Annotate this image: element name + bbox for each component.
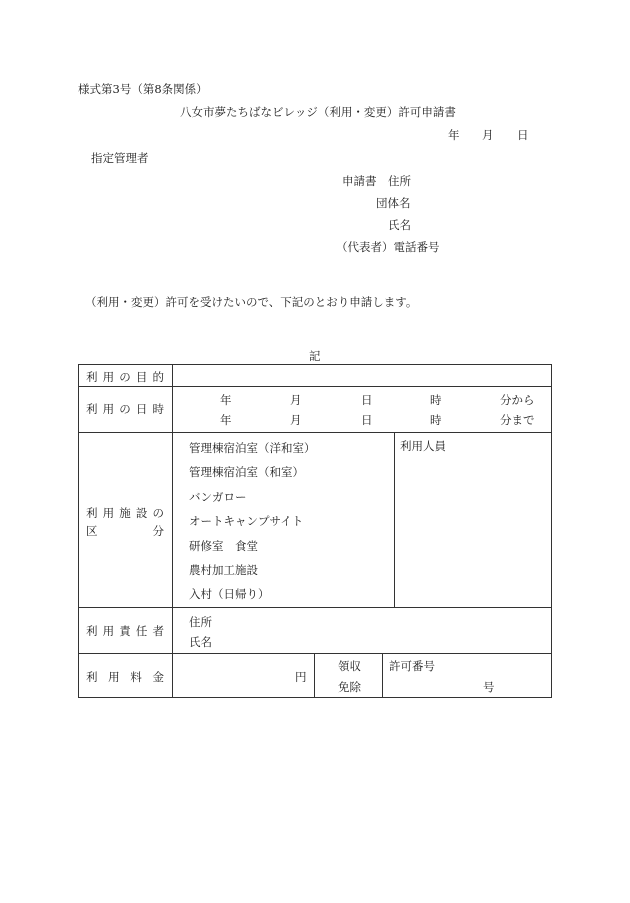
fee-divider bbox=[382, 653, 383, 698]
ki-heading: 記 bbox=[309, 349, 321, 363]
from-month: 月 bbox=[290, 393, 302, 407]
applicant-phone-label: （代表者）電話番号 bbox=[336, 240, 440, 254]
fee-divider bbox=[314, 653, 315, 698]
facility-item: 管理棟宿泊室（洋和室） bbox=[189, 441, 316, 455]
from-year: 年 bbox=[220, 393, 232, 407]
table-border-top bbox=[78, 364, 552, 365]
row-divider bbox=[78, 386, 552, 387]
exempt-option: 免除 bbox=[338, 680, 361, 694]
table-border-right bbox=[551, 364, 552, 698]
label-column-divider bbox=[172, 364, 173, 698]
facility-item: オートキャンプサイト bbox=[189, 514, 304, 528]
purpose-label: 利 用 の 目 的 bbox=[86, 370, 164, 384]
responsible-name-label: 氏名 bbox=[189, 635, 212, 649]
date-year: 年 bbox=[448, 128, 460, 142]
receipt-option: 領収 bbox=[338, 659, 361, 673]
row-divider bbox=[78, 432, 552, 433]
facility-label-line2: 区 分 bbox=[86, 524, 164, 538]
applicant-address-label: 住所 bbox=[388, 174, 411, 188]
from-minute: 分から bbox=[500, 393, 535, 407]
to-month: 月 bbox=[290, 413, 302, 427]
form-number: 様式第3号（第8条関係） bbox=[78, 82, 208, 96]
document-title: 八女市夢たちばなビレッジ（利用・変更）許可申請書 bbox=[180, 105, 456, 119]
facility-users-divider bbox=[394, 432, 395, 607]
from-day: 日 bbox=[361, 393, 373, 407]
datetime-label: 利 用 の 日 時 bbox=[86, 402, 164, 416]
applicant-label: 申請書 bbox=[342, 174, 377, 188]
to-day: 日 bbox=[361, 413, 373, 427]
to-minute: 分まで bbox=[500, 413, 535, 427]
responsible-address-label: 住所 bbox=[189, 615, 212, 629]
date-month: 月 bbox=[482, 128, 494, 142]
facility-item: 管理棟宿泊室（和室） bbox=[189, 465, 304, 479]
date-day: 日 bbox=[517, 128, 529, 142]
row-divider bbox=[78, 653, 552, 654]
facility-item: 農村加工施設 bbox=[189, 563, 258, 577]
facility-item: バンガロー bbox=[189, 490, 247, 504]
applicant-org-label: 団体名 bbox=[376, 196, 411, 210]
applicant-name-label: 氏名 bbox=[388, 218, 411, 232]
yen-unit: 円 bbox=[295, 670, 307, 684]
to-year: 年 bbox=[220, 413, 232, 427]
permit-number-suffix: 号 bbox=[483, 680, 495, 694]
facility-item: 研修室 食堂 bbox=[189, 539, 258, 553]
row-divider bbox=[78, 607, 552, 608]
fee-label: 利 用 料 金 bbox=[86, 670, 164, 684]
request-statement: （利用・変更）許可を受けたいので、下記のとおり申請します。 bbox=[85, 295, 418, 309]
permit-number-label: 許可番号 bbox=[389, 659, 435, 673]
application-table bbox=[78, 364, 552, 698]
facility-label-line1: 利 用 施 設 の bbox=[86, 506, 164, 520]
table-border-bottom bbox=[78, 697, 552, 698]
users-label: 利用人員 bbox=[400, 439, 446, 453]
responsible-label: 利 用 責 任 者 bbox=[86, 624, 164, 638]
facility-item: 入村（日帰り） bbox=[189, 587, 270, 601]
from-hour: 時 bbox=[430, 393, 442, 407]
addressee: 指定管理者 bbox=[91, 151, 149, 165]
to-hour: 時 bbox=[430, 413, 442, 427]
